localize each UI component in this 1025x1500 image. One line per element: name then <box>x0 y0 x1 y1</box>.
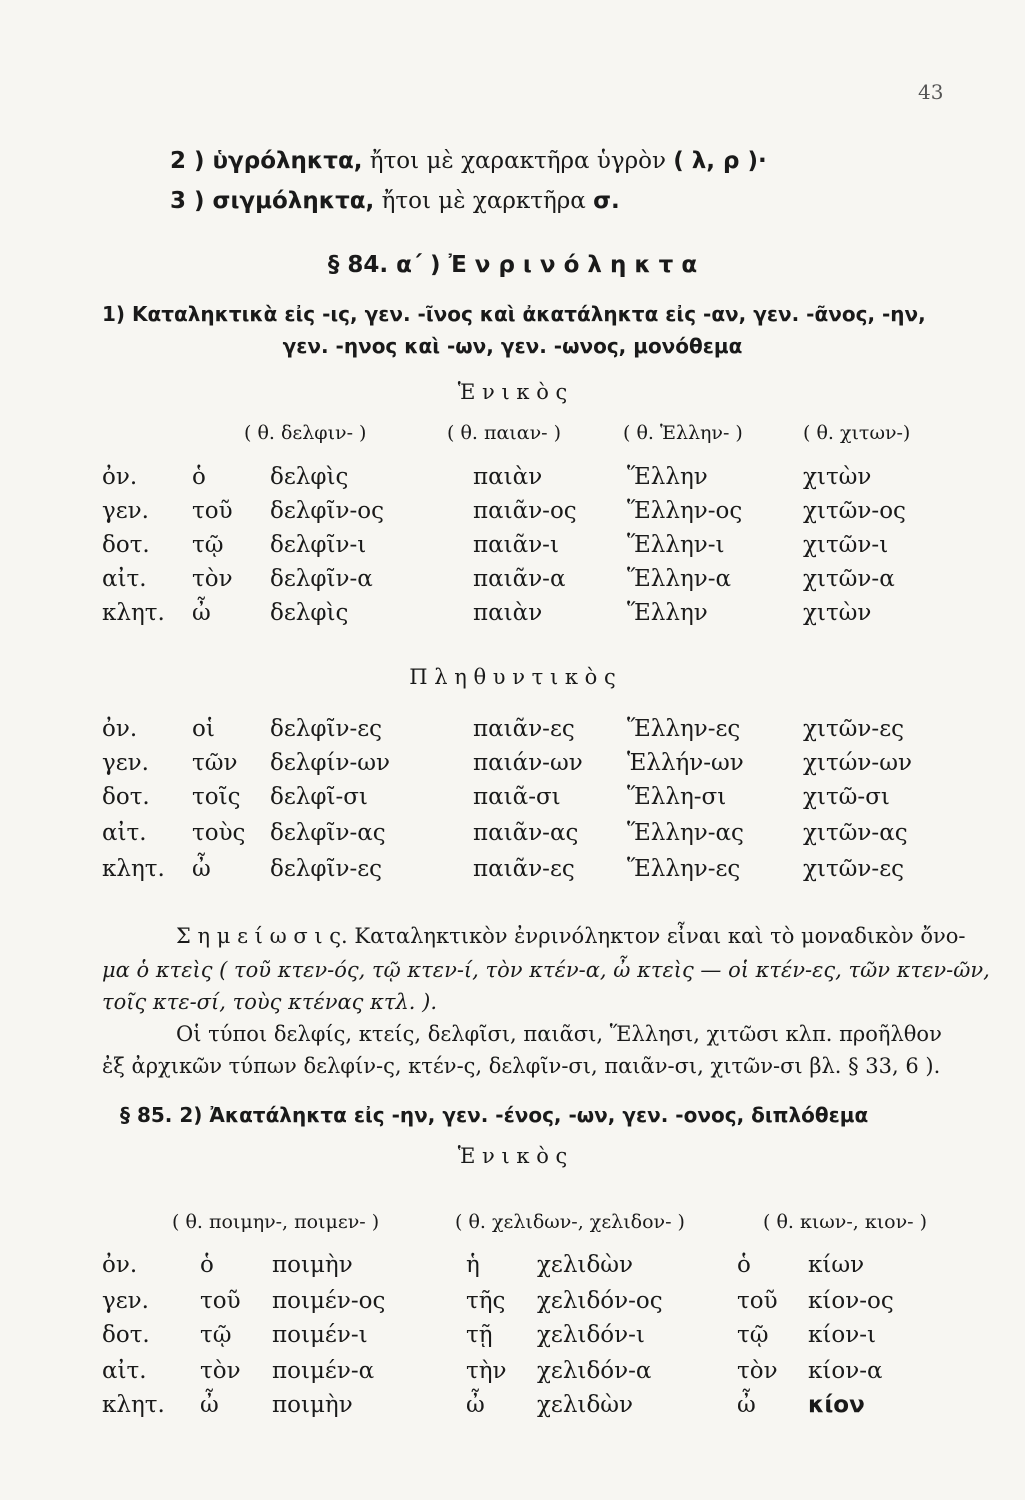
table-row <box>0 1392 1025 1426</box>
article-2: τὴν <box>466 1358 507 1384</box>
form-chiton: χιτῶν-α <box>803 566 895 592</box>
intro-line-3-term: 3 ) σιγμόληκτα, <box>170 188 375 214</box>
case-label: κλητ. <box>102 1392 165 1418</box>
note-line-1-text: Καταληκτικὸν ἐνρινόληκτον εἶναι καὶ τὸ μοναδικὸν ὄνο- <box>354 924 966 948</box>
intro-line-2-text: ἤτοι μὲ χαρακτῆρα ὑγρὸν <box>369 148 666 174</box>
stem-hellen: ( θ. Ἑλλην- ) <box>623 422 743 444</box>
form-paian: παιᾶν-α <box>473 566 566 592</box>
form-chelidon: χελιδὼν <box>537 1252 634 1278</box>
form-chelidon: χελιδόν-ι <box>537 1322 645 1348</box>
form-chiton: χιτῶ-σι <box>803 784 890 810</box>
form-chiton: χιτῶν-ι <box>803 532 889 558</box>
article-2: τῇ <box>466 1322 493 1348</box>
article-2: τῆς <box>466 1288 506 1314</box>
form-poimen: ποιμέν-ος <box>272 1288 386 1314</box>
article-2: ὦ <box>466 1392 485 1418</box>
form-hellen: Ἕλλην <box>627 464 708 490</box>
table-row <box>0 498 1025 532</box>
form-paian: παιᾶν-ας <box>473 820 579 846</box>
form-kion: κίον-ος <box>808 1288 894 1314</box>
case-label: ὀν. <box>102 1252 138 1278</box>
case-label: κλητ. <box>102 856 165 882</box>
article: τῶν <box>192 750 238 776</box>
article-3: τὸν <box>737 1358 778 1384</box>
intro-line-2-term: 2 ) ὑγρόληκτα, <box>170 148 363 174</box>
stem-delphin: ( θ. δελφιν- ) <box>244 422 367 444</box>
table-row <box>0 1358 1025 1392</box>
case-label: δοτ. <box>102 1322 150 1348</box>
article: οἱ <box>192 716 215 742</box>
article-2: ἡ <box>466 1252 480 1278</box>
article: ὦ <box>192 856 211 882</box>
case-label: ὀν. <box>102 716 138 742</box>
form-hellen: Ἕλλην-ι <box>627 532 725 558</box>
note-line-5: ἐξ ἀρχικῶν τύπων δελφίν-ς, κτέν-ς, δελφῖν-σι, παιᾶν-σι, χιτῶν-σι βλ. § 33, 6 ). <box>102 1054 941 1078</box>
case-label: αἰτ. <box>102 1358 147 1384</box>
case-label: αἰτ. <box>102 820 147 846</box>
case-label: αἰτ. <box>102 566 147 592</box>
section-84-subheading-1: 1) Καταληκτικὰ εἰς -ις, γεν. -ῖνος καὶ ἀκατάληκτα εἰς -αν, γεν. -ᾶνος, -ην, <box>102 302 926 326</box>
article-1: τὸν <box>200 1358 241 1384</box>
form-paian: παιᾶν-ος <box>473 498 577 524</box>
article-1: ὁ <box>200 1252 214 1278</box>
page-number: 43 <box>918 80 944 104</box>
form-hellen: Ἑλλήν-ων <box>627 750 744 776</box>
article: τῷ <box>192 532 224 558</box>
form-paian: παιὰν <box>473 600 543 626</box>
form-poimen: ποιμὴν <box>272 1252 353 1278</box>
form-paian: παιᾶ-σι <box>473 784 561 810</box>
case-label: γεν. <box>102 750 149 776</box>
form-delphis: δελφῖν-ι <box>270 532 367 558</box>
form-paian: παιὰν <box>473 464 543 490</box>
table-row <box>0 856 1025 890</box>
form-kion: κίον-α <box>808 1358 883 1384</box>
section-84-heading: § 84. α΄ ) Ἐ ν ρ ι ν ό λ η κ τ α <box>327 252 698 278</box>
case-label: γεν. <box>102 1288 149 1314</box>
stem-kion: ( θ. κιων-, κιον- ) <box>763 1211 928 1233</box>
form-delphis: δελφῖν-α <box>270 566 373 592</box>
form-chiton: χιτῶν-ες <box>803 716 904 742</box>
article-3: τοῦ <box>737 1288 778 1314</box>
form-chiton: χιτὼν <box>803 464 872 490</box>
note-line-4: Οἱ τύποι δελφίς, κτείς, δελφῖσι, παιᾶσι, Ἕλλησι, χιτῶσι κλπ. προῆλθον <box>176 1022 942 1046</box>
article: τοῦ <box>192 498 233 524</box>
stem-chiton: ( θ. χιτων-) <box>803 422 911 444</box>
section-84-singular-label: Ἑ ν ι κ ὸ ς <box>457 380 568 404</box>
form-delphis: δελφὶς <box>270 464 349 490</box>
article-1: τῷ <box>200 1322 232 1348</box>
article-1: ὦ <box>200 1392 219 1418</box>
form-kion: κίων <box>808 1252 865 1278</box>
form-poimen: ποιμέν-ι <box>272 1322 368 1348</box>
form-poimen: ποιμέν-α <box>272 1358 375 1384</box>
section-85-stem-row <box>0 1211 1025 1245</box>
stem-chelidon: ( θ. χελιδων-, χελιδον- ) <box>455 1211 685 1233</box>
table-row <box>0 820 1025 854</box>
table-row <box>0 600 1025 634</box>
table-row <box>0 532 1025 566</box>
form-chelidon: χελιδόν-α <box>537 1358 652 1384</box>
case-label: ὀν. <box>102 464 138 490</box>
section-85-heading: § 85. 2) Ἀκατάληκτα εἰς -ην, γεν. -ένος, -ων, γεν. -ονος, διπλόθεμα <box>120 1103 869 1127</box>
article: τοῖς <box>192 784 241 810</box>
case-label: κλητ. <box>102 600 165 626</box>
article-1: τοῦ <box>200 1288 241 1314</box>
form-delphis: δελφῖν-ες <box>270 856 383 882</box>
note-line-3: τοῖς κτε-σί, τοὺς κτένας κτλ. ). <box>102 990 438 1014</box>
article: τοὺς <box>192 820 246 846</box>
form-kion: κίον <box>808 1392 865 1418</box>
section-84-plural-label: Π λ η θ υ ν τ ι κ ὸ ς <box>409 665 616 689</box>
form-delphis: δελφῖν-ες <box>270 716 383 742</box>
stem-paian: ( θ. παιαν- ) <box>447 422 561 444</box>
table-row <box>0 464 1025 498</box>
form-hellen: Ἕλλην <box>627 600 708 626</box>
table-row <box>0 750 1025 784</box>
case-label: δοτ. <box>102 784 150 810</box>
form-hellen: Ἕλλη-σι <box>627 784 727 810</box>
form-poimen: ποιμὴν <box>272 1392 353 1418</box>
form-delphis: δελφῖ-σι <box>270 784 368 810</box>
intro-line-2-end: ( λ, ρ )· <box>673 148 767 174</box>
section-84-subheading-2: γεν. -ηνος καὶ -ων, γεν. -ωνος, μονόθεμα <box>282 334 743 358</box>
stem-poimen: ( θ. ποιμην-, ποιμεν- ) <box>172 1211 380 1233</box>
form-chelidon: χελιδὼν <box>537 1392 634 1418</box>
form-paian: παιᾶν-ι <box>473 532 559 558</box>
form-kion: κίον-ι <box>808 1322 877 1348</box>
form-hellen: Ἕλλην-ας <box>627 820 744 846</box>
section-85-singular-label: Ἑ ν ι κ ὸ ς <box>457 1144 568 1168</box>
intro-line-3-text: ἤτοι μὲ χαρκτῆρα <box>381 188 586 214</box>
form-chiton: χιτὼν <box>803 600 872 626</box>
article-3: ὦ <box>737 1392 756 1418</box>
note-line-1 <box>176 924 966 948</box>
case-label: γεν. <box>102 498 149 524</box>
table-row <box>0 1252 1025 1286</box>
form-chiton: χιτῶν-ες <box>803 856 904 882</box>
section-84-stem-row <box>0 422 1025 456</box>
form-delphis: δελφῖν-ας <box>270 820 386 846</box>
form-paian: παιᾶν-ες <box>473 856 575 882</box>
article-3: τῷ <box>737 1322 769 1348</box>
form-chelidon: χελιδόν-ος <box>537 1288 663 1314</box>
table-row <box>0 784 1025 818</box>
article: ὦ <box>192 600 211 626</box>
form-delphis: δελφίν-ων <box>270 750 390 776</box>
table-row <box>0 716 1025 750</box>
intro-line-3-end: σ. <box>593 188 620 214</box>
form-paian: παιᾶν-ες <box>473 716 575 742</box>
form-hellen: Ἕλλην-ος <box>627 498 743 524</box>
form-chiton: χιτών-ων <box>803 750 912 776</box>
table-row <box>0 566 1025 600</box>
form-chiton: χιτῶν-ας <box>803 820 908 846</box>
article: ὁ <box>192 464 206 490</box>
case-label: δοτ. <box>102 532 150 558</box>
article-3: ὁ <box>737 1252 751 1278</box>
intro-line-3 <box>170 188 620 214</box>
form-hellen: Ἕλλην-ες <box>627 856 741 882</box>
form-paian: παιάν-ων <box>473 750 583 776</box>
form-chiton: χιτῶν-ος <box>803 498 906 524</box>
form-hellen: Ἕλλην-α <box>627 566 732 592</box>
article: τὸν <box>192 566 233 592</box>
form-delphis: δελφὶς <box>270 600 349 626</box>
form-delphis: δελφῖν-ος <box>270 498 384 524</box>
intro-line-2 <box>170 148 767 174</box>
form-hellen: Ἕλλην-ες <box>627 716 741 742</box>
note-line-2: μα ὁ κτεὶς ( τοῦ κτεν-ός, τῷ κτεν-ί, τὸν κτέν-α, ὦ κτεὶς — οἱ κτέν-ες, τῶν κτεν-ῶν, <box>102 958 990 982</box>
note-label: Σ η μ ε ί ω σ ι ς. <box>176 924 348 948</box>
table-row <box>0 1322 1025 1356</box>
table-row <box>0 1288 1025 1322</box>
